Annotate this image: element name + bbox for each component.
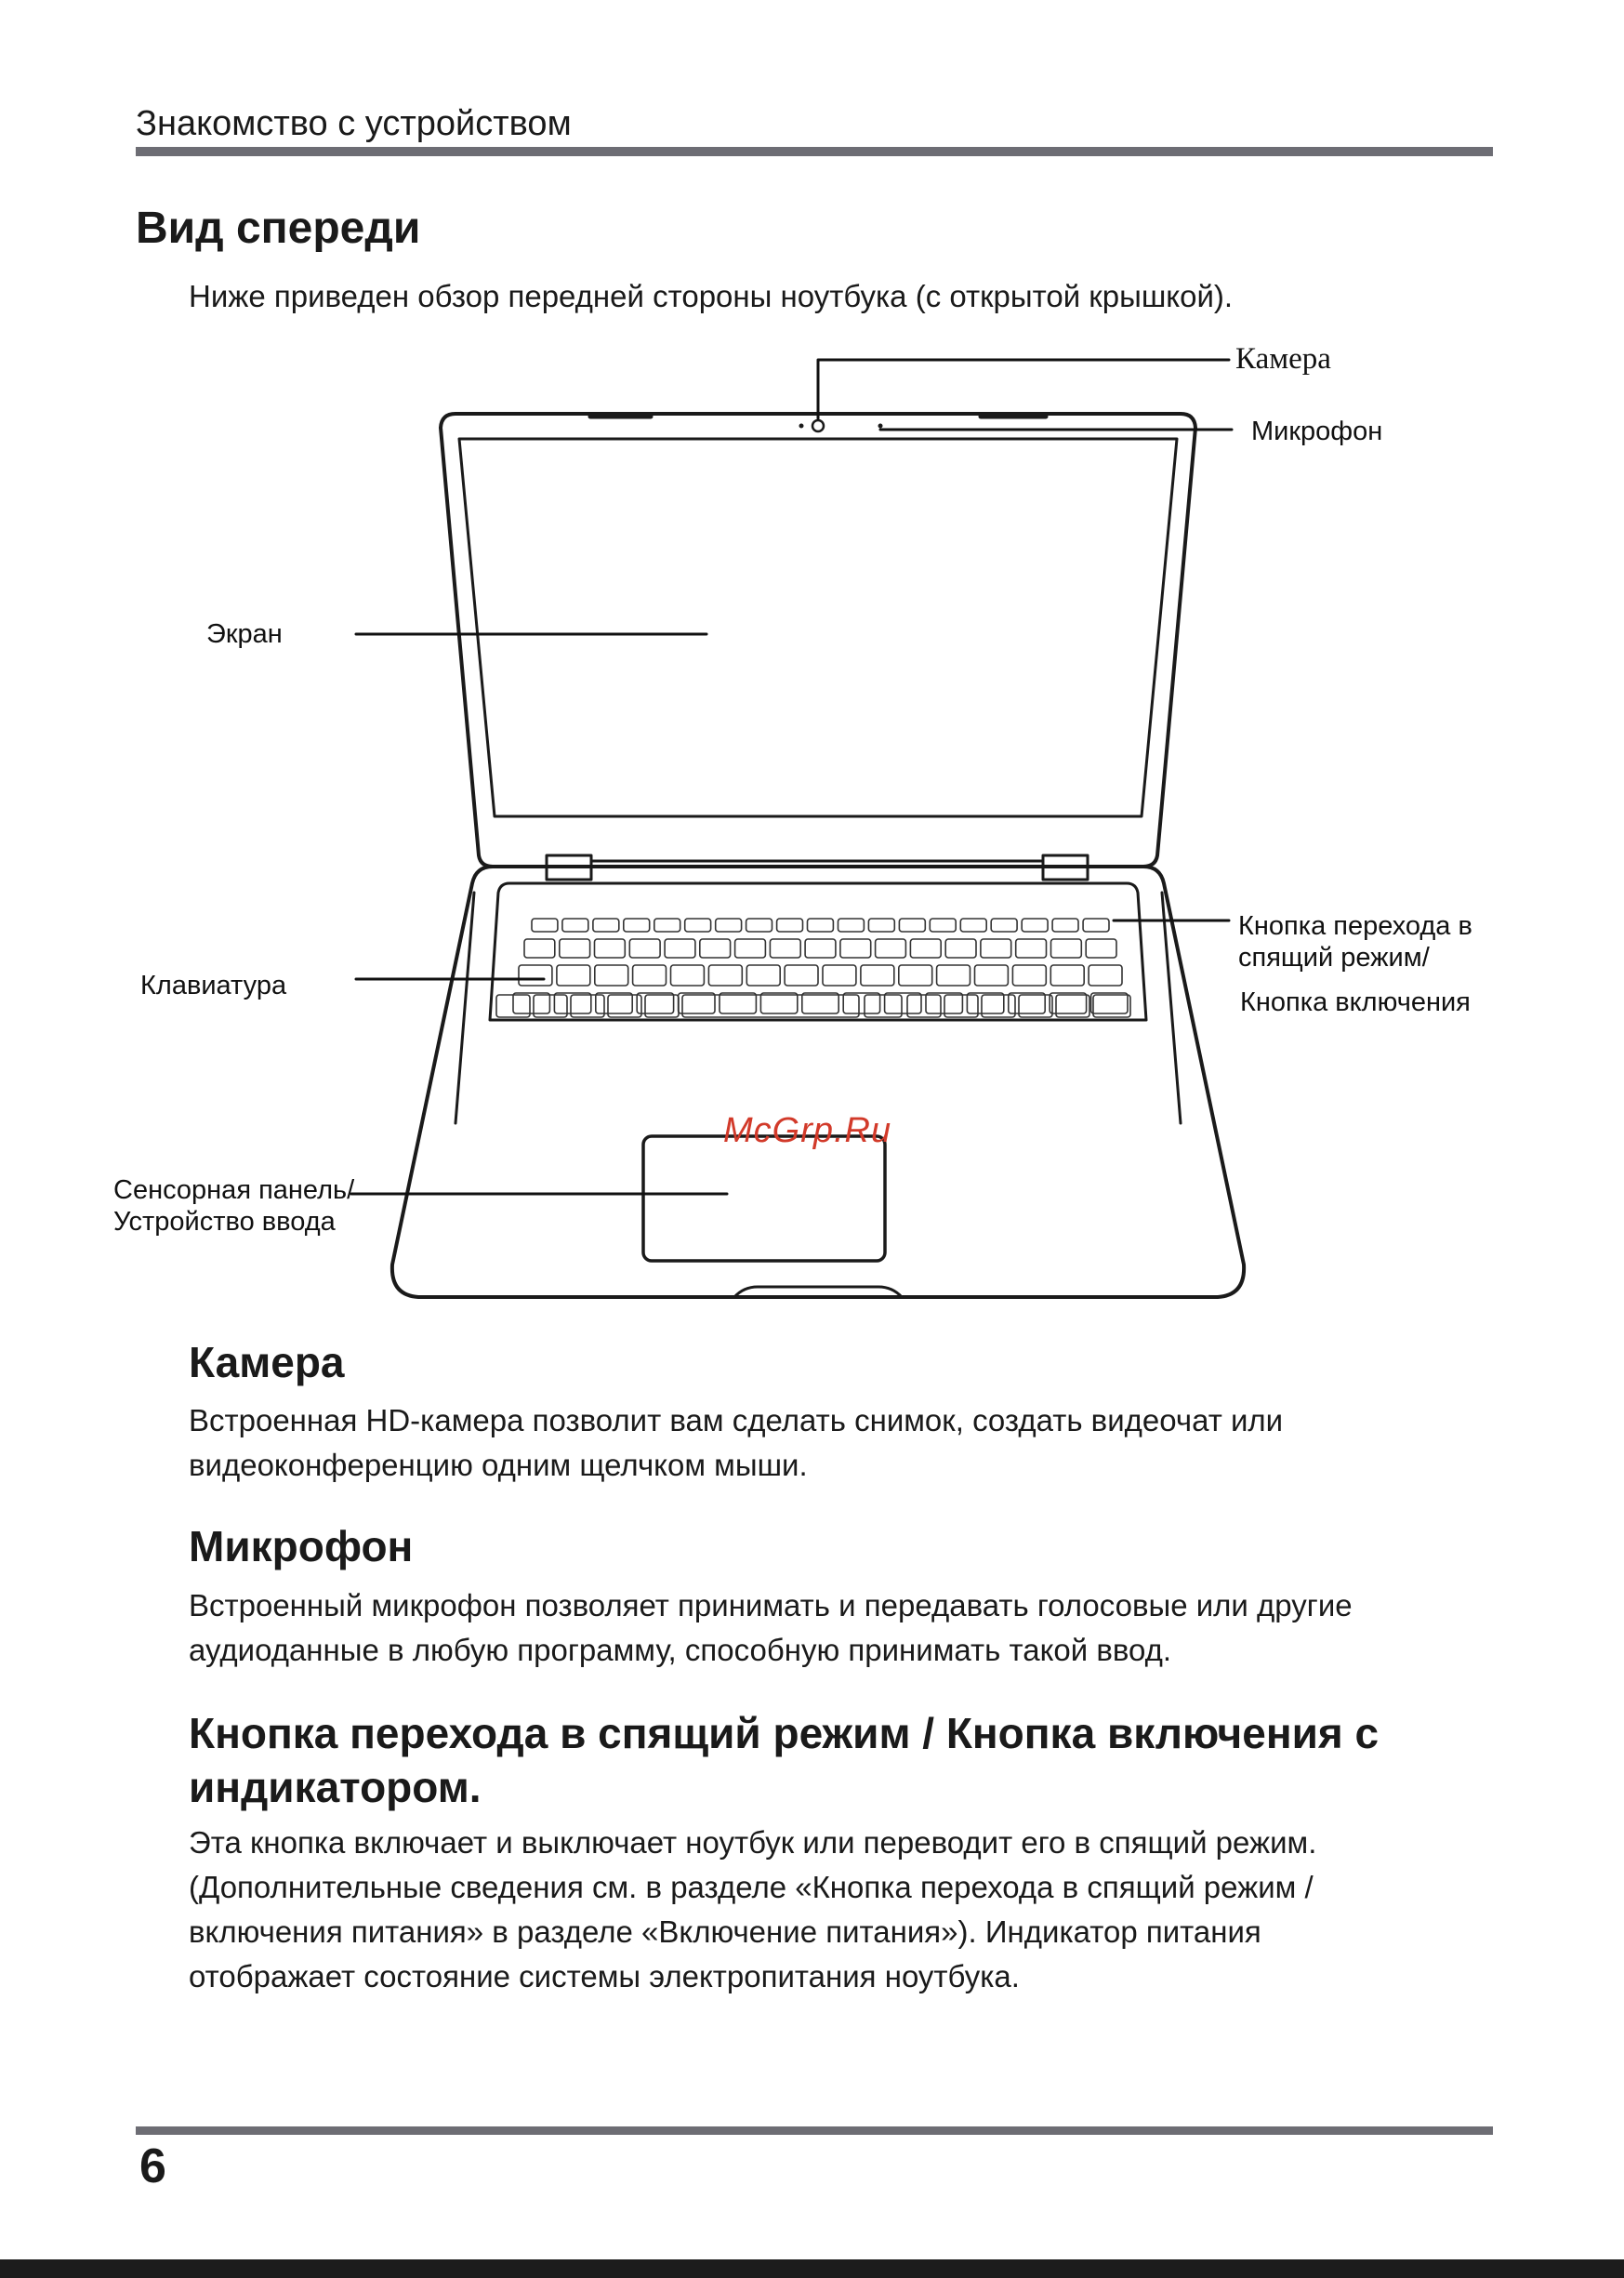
keyboard-key xyxy=(1022,919,1048,932)
laptop-illustration xyxy=(0,335,1624,1320)
text-line: аудиоданные в любую программу, способную принимать такой ввод. xyxy=(189,1633,1172,1667)
label-power-line3: Кнопка включения xyxy=(1240,987,1471,1017)
section-body-microphone xyxy=(189,1583,1490,1673)
scan-edge xyxy=(0,2259,1624,2278)
header-rule xyxy=(136,147,1493,156)
watermark: McGrp.Ru xyxy=(723,1111,892,1150)
title-line: индикатором. xyxy=(189,1763,482,1811)
label-power-line1: Кнопка перехода в xyxy=(1238,911,1472,941)
label-keyboard: Клавиатура xyxy=(140,971,287,1000)
keyboard-key xyxy=(735,939,766,958)
keyboard-key xyxy=(513,993,549,1013)
keyboard-key xyxy=(519,965,552,986)
keyboard-key xyxy=(595,939,626,958)
keyboard-key xyxy=(802,993,838,1013)
label-screen: Экран xyxy=(206,619,283,649)
microphone-hole-icon xyxy=(878,424,882,428)
text-line: Встроенный микрофон позволяет принимать и передавать голосовые или другие xyxy=(189,1588,1353,1622)
keyboard-key xyxy=(981,939,1011,958)
keyboard-key xyxy=(843,993,879,1013)
keyboard-key xyxy=(876,939,906,958)
laptop-front-diagram xyxy=(0,335,1624,1320)
text-line: отображает состояние системы электропитания ноутбука. xyxy=(189,1959,1020,1993)
keyboard-key xyxy=(746,965,780,986)
label-touchpad-line1: Сенсорная панель/ xyxy=(113,1175,355,1205)
touchpad xyxy=(643,1136,885,1261)
keyboard-key xyxy=(595,965,628,986)
keyboard-key xyxy=(899,965,932,986)
keyboard-key xyxy=(685,919,711,932)
keyboard-key xyxy=(785,965,818,986)
keyboard-key xyxy=(1083,919,1109,932)
keyboard-key xyxy=(629,939,660,958)
keyboard-key xyxy=(1052,919,1078,932)
section-body-camera xyxy=(189,1398,1490,1488)
keyboard-key xyxy=(838,919,865,932)
page-number: 6 xyxy=(139,2139,166,2193)
keyboard-key xyxy=(975,965,1009,986)
label-power-line2: спящий режим/ xyxy=(1238,943,1430,973)
keyboard-key xyxy=(991,919,1017,932)
keyboard-key xyxy=(960,919,986,932)
keyboard-key xyxy=(1086,939,1116,958)
keyboard-key xyxy=(805,939,836,958)
section-title-microphone: Микрофон xyxy=(189,1522,414,1570)
keyboard-key xyxy=(823,965,856,986)
keyboard-key xyxy=(708,965,742,986)
keyboard-key xyxy=(777,919,803,932)
laptop-lid-outline xyxy=(441,414,1195,867)
footer-rule xyxy=(136,2126,1493,2135)
keyboard-key xyxy=(937,965,970,986)
keyboard-key xyxy=(967,993,1003,1013)
keyboard-key xyxy=(1089,965,1122,986)
keyboard-key xyxy=(910,939,941,958)
camera-callout-line xyxy=(818,360,1229,418)
keyboard-key xyxy=(700,939,731,958)
keyboard-key xyxy=(808,919,834,932)
running-header: Знакомство с устройством xyxy=(136,104,572,143)
keyboard-key xyxy=(671,965,705,986)
keyboard-key xyxy=(746,919,772,932)
section-title-camera: Камера xyxy=(189,1338,345,1386)
keyboard-key xyxy=(885,993,921,1013)
section-title-power xyxy=(189,1706,1379,1814)
keyboard-key xyxy=(760,993,797,1013)
keyboard-key xyxy=(1012,965,1046,986)
keyboard-key xyxy=(868,919,894,932)
keyboard-key xyxy=(861,965,894,986)
keyboard-key xyxy=(770,939,800,958)
keyboard-key xyxy=(679,993,715,1013)
keyboard-key xyxy=(560,939,590,958)
keyboard-key xyxy=(1050,993,1086,1013)
keyboard-key xyxy=(557,965,590,986)
keyboard-key xyxy=(524,939,555,958)
keyboard-key xyxy=(1016,939,1047,958)
page-title: Вид спереди xyxy=(136,204,421,253)
section-body-power xyxy=(189,1821,1490,1999)
label-touchpad-line2: Устройство ввода xyxy=(113,1207,336,1237)
text-line: Эта кнопка включает и выключает ноутбук или переводит его в спящий режим. xyxy=(189,1825,1317,1860)
keyboard-key xyxy=(624,919,650,932)
text-line: (Дополнительные сведения см. в разделе «Кнопка перехода в спящий режим / xyxy=(189,1870,1314,1904)
keyboard-key xyxy=(596,993,632,1013)
keyboard-key xyxy=(899,919,925,932)
keyboard-key xyxy=(554,993,590,1013)
text-line: видеоконференцию одним щелчком мыши. xyxy=(189,1448,808,1482)
keyboard-key xyxy=(593,919,619,932)
keyboard-key xyxy=(665,939,695,958)
keyboard-key xyxy=(1091,993,1128,1013)
keyboard-key xyxy=(637,993,673,1013)
keyboard-key xyxy=(716,919,742,932)
keyboard-key xyxy=(633,965,667,986)
keyboard-key xyxy=(1051,939,1082,958)
keyboard-key xyxy=(945,939,976,958)
intro-text: Ниже приведен обзор передней стороны ноутбука (с открытой крышкой). xyxy=(189,279,1234,313)
text-line: включения питания» в разделе «Включение питания»). Индикатор питания xyxy=(189,1914,1261,1949)
text-line: Встроенная HD-камера позволит вам сделать снимок, создать видеочат или xyxy=(189,1403,1284,1437)
keyboard-key xyxy=(654,919,680,932)
camera-led-icon xyxy=(799,424,803,428)
camera-lens-icon xyxy=(812,420,824,431)
keyboard-key xyxy=(720,993,756,1013)
keyboard-key xyxy=(840,939,871,958)
keyboard-deck xyxy=(490,883,1146,1020)
keyboard-key xyxy=(532,919,558,932)
keyboard-key xyxy=(1050,965,1084,986)
keyboard-key xyxy=(930,919,956,932)
label-microphone: Микрофон xyxy=(1251,417,1383,446)
label-camera: Камера xyxy=(1235,342,1331,376)
laptop-screen xyxy=(459,439,1177,816)
title-line: Кнопка перехода в спящий режим / Кнопка включения с xyxy=(189,1709,1380,1757)
keyboard-key xyxy=(562,919,588,932)
